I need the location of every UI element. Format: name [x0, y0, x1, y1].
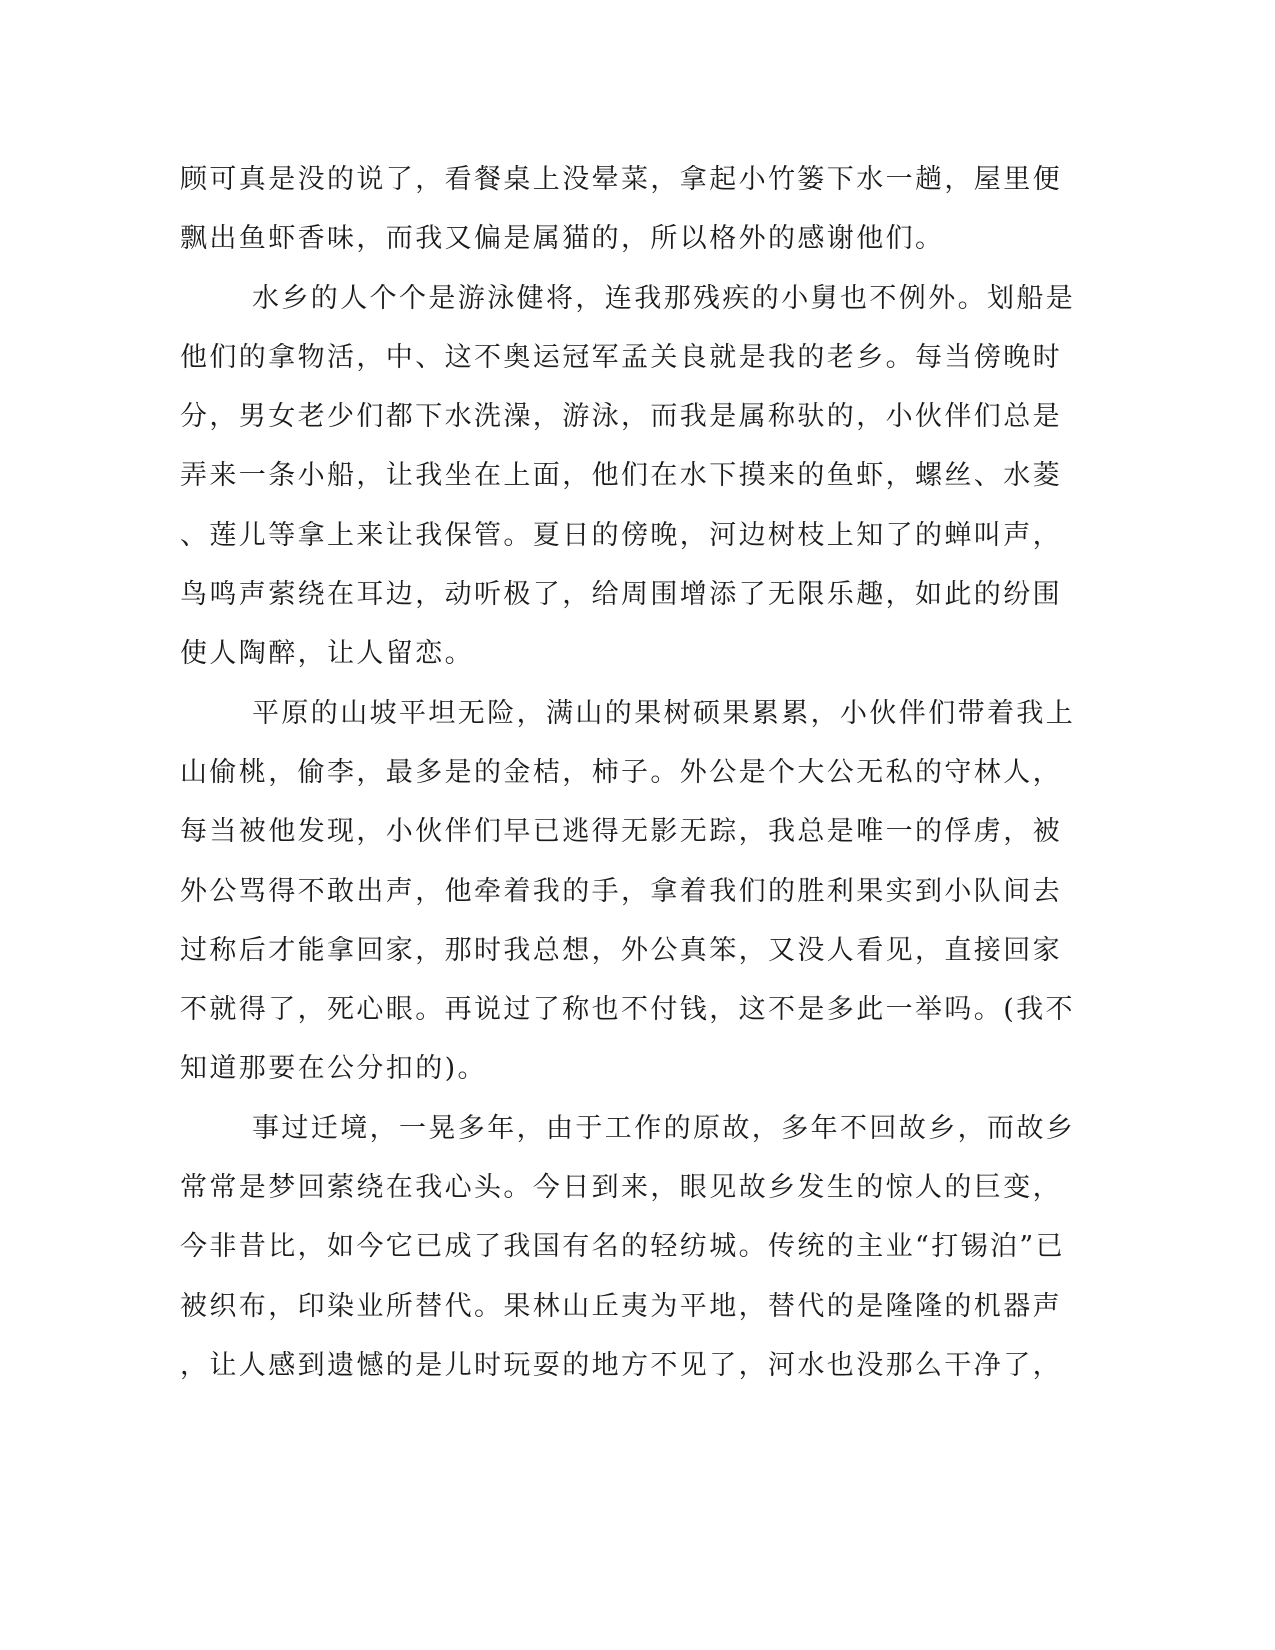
- text-line: 他们的拿物活，中、这不奥运冠军孟关良就是我的老乡。每当傍晚时: [180, 341, 1062, 373]
- body-text: [180, 158, 1076, 1403]
- paragraph-start-line: 事过迁境，一晃多年，由于工作的原故，多年不回故乡，而故乡: [252, 1112, 1076, 1144]
- text-line: 弄来一条小船，让我坐在上面，他们在水下摸来的鱼虾，螺丝、水菱: [180, 460, 1062, 492]
- text-line: 、莲儿等拿上来让我保管。夏日的傍晚，河边树枝上知了的蝉叫声，: [180, 519, 1062, 551]
- text-line: 不就得了，死心眼。再说过了称也不付钱，这不是多此一举吗。(我不: [180, 994, 1075, 1026]
- text-line: 顾可真是没的说了，看餐桌上没晕菜，拿起小竹篓下水一趟，屋里便: [180, 164, 1062, 195]
- text-line: 分，男女老少们都下水洗澡，游泳，而我是属称驮的，小伙伴们总是: [180, 401, 1062, 433]
- text-line: 知道那要在公分扣的)。: [180, 1053, 487, 1085]
- text-line: 被织布，印染业所替代。果林山丘夷为平地，替代的是隆隆的机器声: [180, 1290, 1062, 1322]
- text-line: 飘出鱼虾香味，而我又偏是属猫的，所以格外的感谢他们。: [180, 223, 945, 255]
- text-line: 每当被他发现，小伙伴们早已逃得无影无踪，我总是唯一的俘虏，被: [180, 816, 1062, 848]
- text-line: 山偷桃，偷李，最多是的金桔，柿子。外公是个大公无私的守林人，: [180, 756, 1062, 788]
- text-line: 外公骂得不敢出声，他牵着我的手，拿着我们的胜利果实到小队间去: [180, 875, 1062, 907]
- text-line: 过称后才能拿回家，那时我总想，外公真笨，又没人看见，直接回家: [180, 934, 1062, 966]
- text-line: 今非昔比，如今它已成了我国有名的轻纺城。传统的主业“打锡泊”已: [180, 1231, 1066, 1263]
- text-line: 使人陶醉，让人留恋。: [180, 638, 474, 670]
- paragraph-start-line: 平原的山坡平坦无险，满山的果树硕果累累，小伙伴们带着我上: [252, 697, 1076, 729]
- paragraph-start-line: 水乡的人个个是游泳健将，连我那残疾的小舅也不例外。划船是: [252, 282, 1076, 314]
- text-line: 常常是梦回萦绕在我心头。今日到来，眼见故乡发生的惊人的巨变，: [180, 1172, 1062, 1204]
- text-line: 鸟鸣声萦绕在耳边，动听极了，给周围增添了无限乐趣，如此的纷围: [180, 579, 1062, 611]
- text-line: ，让人感到遗憾的是儿时玩耍的地方不见了，河水也没那么干净了，: [180, 1349, 1062, 1381]
